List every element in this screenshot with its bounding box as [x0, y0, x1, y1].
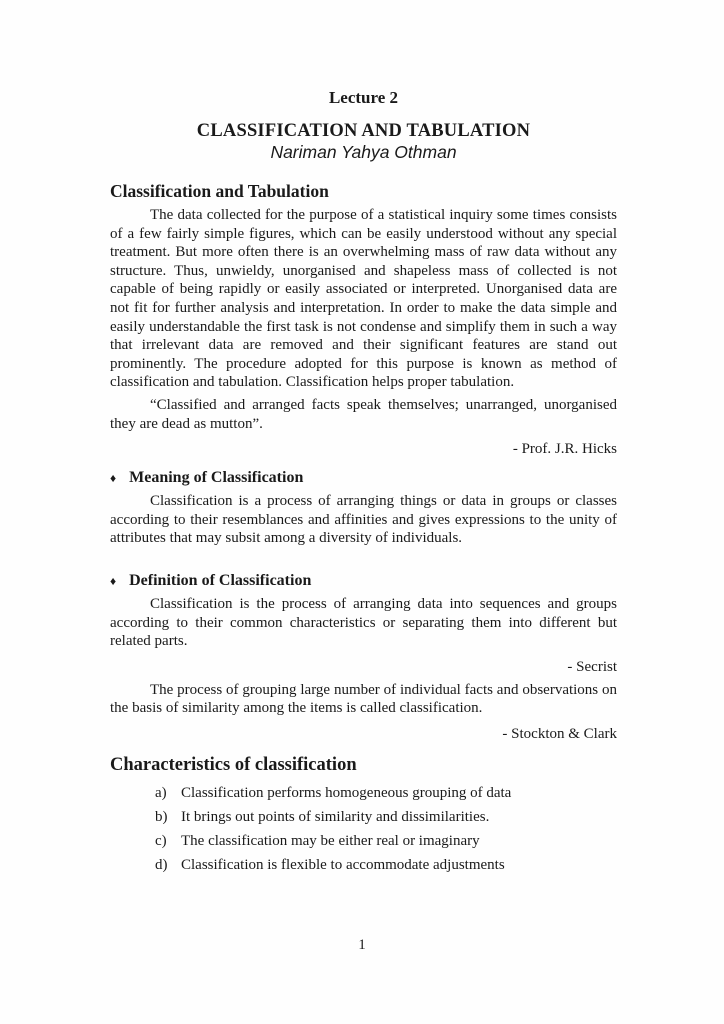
quote-paragraph: “Classified and arranged facts speak themselves; unarranged, unorganised they are dead as mutton”. [110, 396, 617, 432]
list-item-label: a) [155, 784, 167, 801]
section-heading-characteristics: Characteristics of classification [110, 754, 357, 775]
subheading-meaning-of-classification [110, 468, 617, 488]
list-item-label: b) [155, 808, 168, 825]
list-item-text: Classification performs homogeneous grouping of data [181, 784, 512, 801]
list-item-label: d) [155, 856, 168, 873]
grouping-paragraph: The process of grouping large number of individual facts and observations on the basis of similarity among the items is called classification. [110, 681, 617, 717]
list-item-text: Classification is flexible to accommodate adjustments [181, 856, 505, 873]
list-item [155, 832, 617, 851]
list-item [155, 856, 617, 875]
document-title: CLASSIFICATION AND TABULATION [196, 121, 531, 141]
page-number: 1 [358, 937, 366, 953]
subheading-meaning-label: Meaning of Classification [129, 469, 304, 487]
characteristics-list [110, 784, 617, 875]
list-item-label: c) [155, 832, 167, 849]
attribution-secrist: - Secrist [567, 658, 617, 675]
section-heading-classification-and-tabulation: Classification and Tabulation [110, 181, 329, 201]
diamond-bullet-icon: ♦ [110, 471, 117, 486]
definition-paragraph: Classification is the process of arranging data into sequences and groups according to their common characteristics or separating them into different but related parts. [110, 595, 617, 650]
attribution-stockton-clark: - Stockton & Clark [502, 725, 617, 742]
intro-paragraph: The data collected for the purpose of a statistical inquiry some times consists of a few fairly simple figures, which can be easily understood without any special treatment. But more often there is an overwhelming mass of raw data without any structure. Thus, unwieldy, unorganised and shapeless mass of collected is not capable of being rapidly or easily associated or interpreted. Unorganised data are not fit for further analysis and interpretation. In order to make the data simple and easily understandable the first task is not condense and simplify them in such a way that irrelevant data are removed and their significant features are stand out prominently. The procedure adopted for this purpose is known as method of classification and tabulation. Classification helps proper tabulation. [110, 207, 617, 391]
diamond-bullet-icon: ♦ [110, 573, 117, 588]
lecture-number: Lecture 2 [328, 88, 399, 107]
list-item-text: The classification may be either real or imaginary [181, 832, 480, 849]
attribution-hicks: - Prof. J.R. Hicks [512, 441, 617, 458]
document-content [110, 88, 617, 875]
author-name: Nariman Yahya Othman [270, 142, 457, 162]
list-item [155, 808, 617, 827]
subheading-definition-of-classification [110, 571, 617, 591]
list-item-text: It brings out points of similarity and dissimilarities. [181, 808, 490, 825]
list-item [155, 784, 617, 803]
subheading-definition-label: Definition of Classification [129, 571, 312, 589]
meaning-paragraph: Classification is a process of arranging things or data in groups or classes according to their resemblances and affinities and gives expressions to the unity of attributes that may subsit among a diversity of individuals. [110, 493, 617, 547]
